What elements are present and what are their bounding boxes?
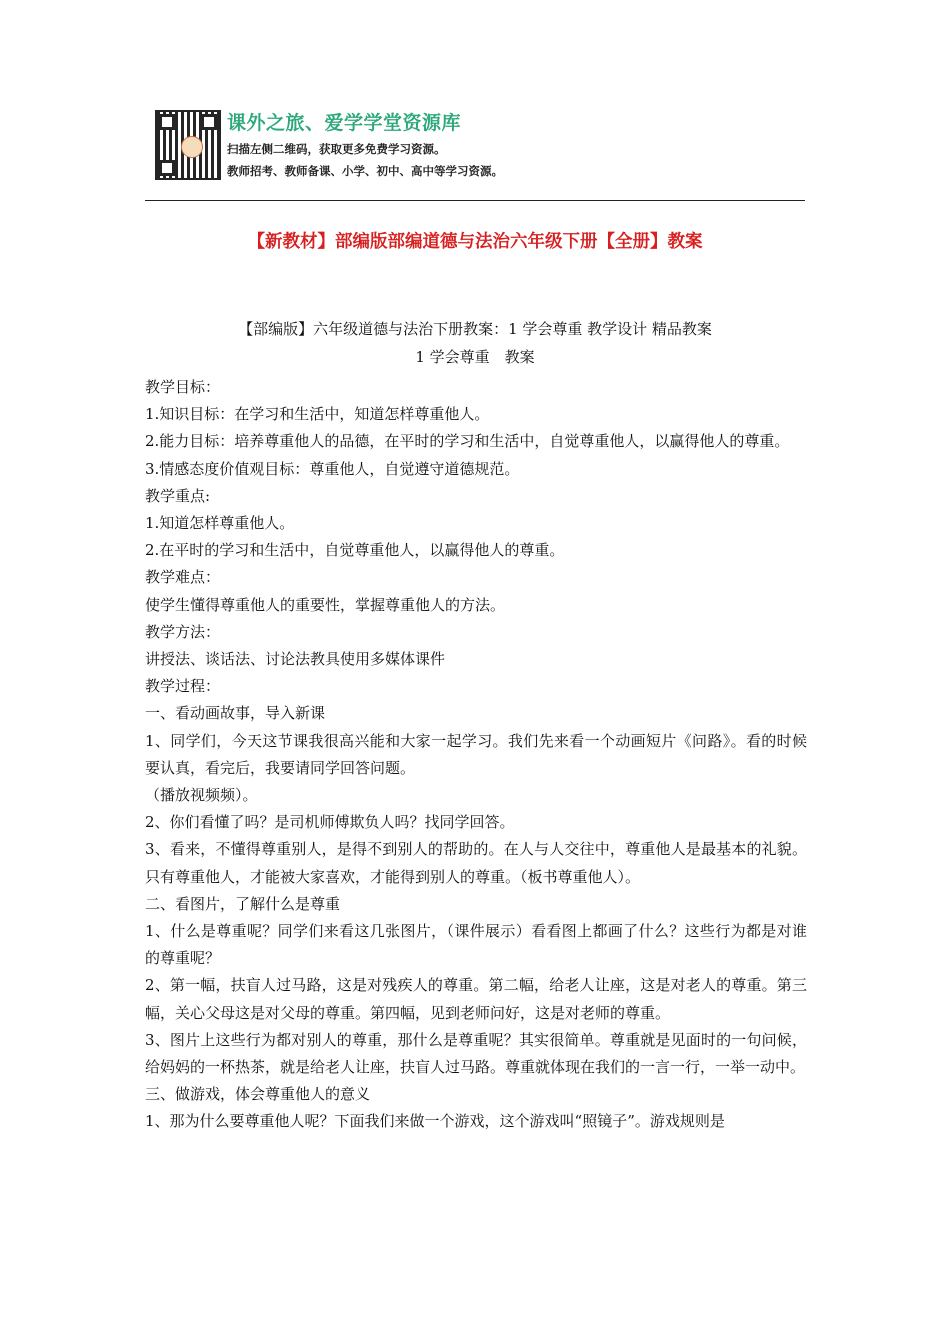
banner-title: 课外之旅、爱学学堂资源库 [227,112,462,134]
paragraph: 3.情感态度价值观目标：尊重他人，自觉遵守道德规范。 [145,459,520,478]
paragraph: 教学目标： [145,378,221,396]
header-divider [145,200,805,201]
paragraph: 2、你们看懂了吗？是司机师傅欺负人吗？找同学回答。 [145,813,515,832]
paragraph: 1.知识目标：在学习和生活中，知道怎样尊重他人。 [145,405,490,424]
paragraph: 2、第一幅，扶盲人过马路，这是对残疾人的尊重。第二幅，给老人让座，这是对老人的尊重。第三幅，关心父母这是对父母的尊重。第四幅，见到老师问好，这是对老师的尊重。 [145,976,807,1022]
paragraph: 1、什么是尊重呢？同学们来看这几张图片，（课件展示）看看图上都画了什么？这些行为都是对谁的尊重呢？ [145,922,807,968]
paragraph: 2.能力目标：培养尊重他人的品德，在平时的学习和生活中，自觉尊重他人，以赢得他人的尊重。 [145,432,790,451]
document-title: 【新教材】部编版部编道德与法治六年级下册【全册】教案 [247,232,703,252]
mascot-icon [181,136,203,158]
paragraph: 1、同学们，今天这节课我很高兴能和大家一起学习。我们先来看一个动画短片《问路》。看的时候要认真，看完后，我要请同学回答问题。 [145,731,807,777]
paragraph: 教学方法： [145,622,221,641]
paragraph: 三、做游戏，体会尊重他人的意义 [145,1085,371,1104]
paragraph: 3、看来，不懂得尊重别人，是得不到别人的帮助的。在人与人交往中，尊重他人是最基本的礼貌。只有尊重他人，才能被大家喜欢，才能得到别人的尊重。（板书尊重他人）。 [145,840,807,886]
paragraph: 教学重点: [145,486,211,505]
paragraph: 二、看图片，了解什么是尊重 [145,894,341,913]
paragraph: 1.知道怎样尊重他人。 [145,514,295,533]
paragraph: 使学生懂得尊重他人的重要性，掌握尊重他人的方法。 [145,595,506,614]
qr-code-icon [155,110,221,180]
document-body [145,374,807,1136]
banner-line-2: 教师招考、教师备课、小学、初中、高中等学习资源。 [227,164,503,178]
banner-line-1: 扫描左侧二维码，获取更多免费学习资源。 [227,142,446,156]
paragraph: 讲授法、谈话法、讨论法教具使用多媒体课件 [145,650,446,669]
lesson-subheading: 1 学会尊重 教案 [415,348,535,366]
paragraph: 1、那为什么要尊重他人呢？下面我们来做一个游戏，这个游戏叫“照镜子”。游戏规则是 [145,1112,725,1131]
paragraph: 教学过程： [145,677,221,696]
lesson-heading: 【部编版】六年级道德与法治下册教案：1 学会尊重 教学设计 精品教案 [238,320,712,338]
paragraph: 3、图片上这些行为都对别人的尊重，那什么是尊重呢？其实很简单。尊重就是见面时的一句问候，给妈妈的一杯热茶，就是给老人让座，扶盲人过马路。尊重就体现在我们的一言一行，一举一动中。 [145,1030,807,1077]
paragraph: 2.在平时的学习和生活中，自觉尊重他人，以赢得他人的尊重。 [145,541,565,560]
paragraph: 一、看动画故事，导入新课 [145,704,326,723]
header-banner [155,108,575,184]
paragraph: 教学难点： [145,568,221,587]
paragraph: （播放视频频）。 [145,786,258,805]
